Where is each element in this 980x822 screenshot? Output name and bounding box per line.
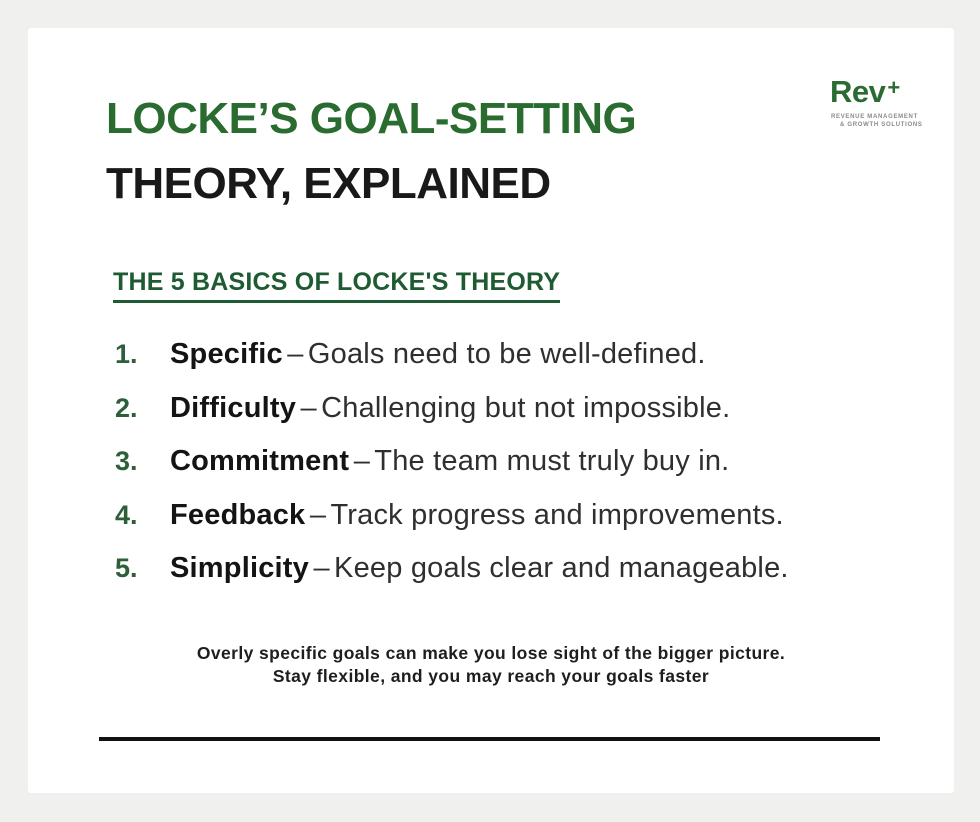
list-item-description: Challenging but not impossible. bbox=[321, 391, 731, 424]
list-item-number: 1. bbox=[115, 339, 138, 369]
list-item-dash: – bbox=[287, 338, 304, 370]
page-title-line1: LOCKE’S GOAL-SETTING bbox=[106, 94, 637, 143]
list-item-term: Specific bbox=[170, 338, 283, 370]
list-item bbox=[115, 489, 915, 543]
footer-note-line1: Overly specific goals can make you lose sight of the bigger picture. bbox=[196, 643, 786, 663]
infographic-card bbox=[28, 28, 954, 793]
list-item-description: The team must truly buy in. bbox=[374, 445, 730, 477]
list-item bbox=[115, 435, 915, 489]
list-item-description: Goals need to be well-defined. bbox=[307, 338, 706, 370]
list-item-term: Difficulty bbox=[170, 391, 297, 424]
list-item bbox=[115, 382, 915, 436]
list-item-description: Keep goals clear and manageable. bbox=[334, 552, 789, 584]
footer-note-line2: Stay flexible, and you may reach your goals faster bbox=[272, 666, 710, 686]
bottom-divider bbox=[99, 737, 880, 741]
rev-plus-logo bbox=[828, 74, 923, 129]
logo-text: Rev bbox=[830, 74, 886, 109]
list-item-term: Feedback bbox=[170, 498, 306, 531]
list-item bbox=[115, 328, 915, 382]
list-item-dash: – bbox=[300, 391, 317, 424]
logo-tagline-line2: & GROWTH SOLUTIONS bbox=[840, 122, 923, 128]
page-title-line2: THEORY, EXPLAINED bbox=[106, 159, 551, 208]
logo-tagline-line1: REVENUE MANAGEMENT bbox=[831, 114, 918, 120]
basics-list bbox=[115, 328, 915, 596]
section-heading: THE 5 BASICS OF LOCKE'S THEORY bbox=[113, 268, 560, 303]
list-item-term: Commitment bbox=[170, 445, 350, 477]
list-item-term: Simplicity bbox=[170, 552, 309, 584]
logo-wordmark bbox=[828, 76, 918, 111]
list-item-number: 2. bbox=[115, 392, 138, 423]
list-item-description: Track progress and improvements. bbox=[330, 498, 784, 531]
list-item bbox=[115, 542, 915, 596]
footer-note bbox=[28, 642, 954, 688]
list-item-dash: – bbox=[313, 552, 330, 584]
plus-icon: + bbox=[887, 75, 900, 100]
list-item-number: 4. bbox=[115, 499, 138, 530]
list-item-dash: – bbox=[353, 445, 370, 477]
list-item-dash: – bbox=[309, 498, 326, 531]
page-title bbox=[106, 86, 636, 216]
list-item-number: 5. bbox=[115, 553, 138, 583]
list-item-number: 3. bbox=[115, 446, 138, 476]
